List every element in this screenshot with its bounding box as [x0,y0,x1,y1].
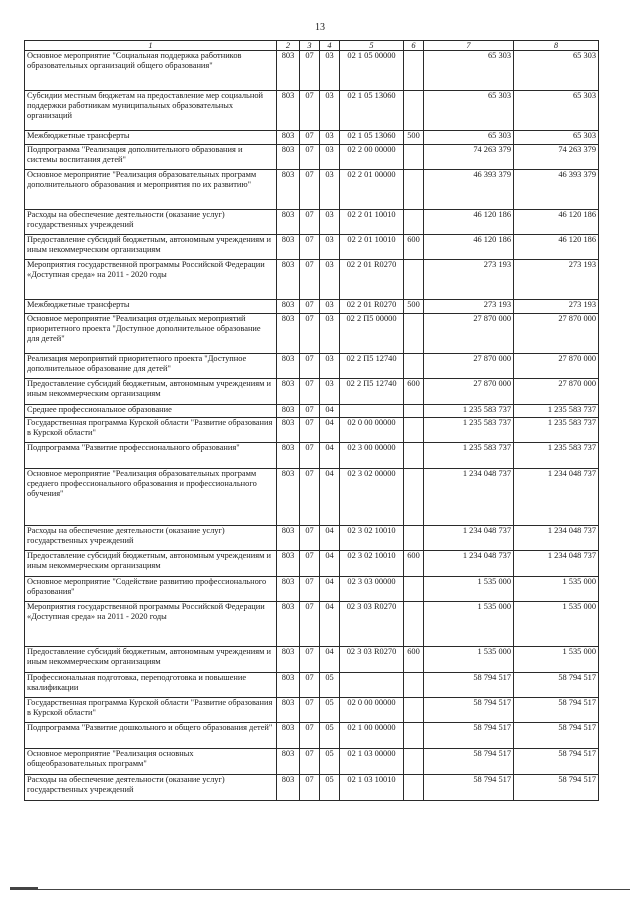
cell-amount-1: 46 393 379 [424,170,514,210]
cell-name: Подпрограмма "Реализация дополнительного образования и системы воспитания детей" [25,145,277,170]
cell-expense-code [404,443,424,469]
cell-target-code: 02 2 01 10010 [340,235,404,260]
cell-expense-code [404,526,424,551]
cell-subsection: 05 [320,723,340,749]
cell-amount-2: 1 234 048 737 [514,526,599,551]
cell-name: Основное мероприятие "Реализация основных общеобразовательных программ" [25,749,277,775]
cell-target-code: 02 2 00 00000 [340,145,404,170]
cell-amount-2: 46 120 186 [514,210,599,235]
cell-subsection: 04 [320,551,340,577]
table-row [25,577,599,602]
cell-name: Государственная программа Курской области "Развитие образования в Курской области" [25,418,277,443]
cell-target-code [340,405,404,418]
cell-name: Подпрограмма "Развитие дошкольного и общего образования детей" [25,723,277,749]
cell-amount-1: 65 303 [424,51,514,91]
header-col-amount-1: 7 [424,41,514,51]
cell-expense-code: 600 [404,551,424,577]
cell-ministry: 803 [277,235,300,260]
table-row [25,469,599,526]
cell-section: 07 [300,300,320,314]
table-row [25,647,599,673]
cell-subsection: 04 [320,443,340,469]
table-row [25,749,599,775]
cell-subsection: 03 [320,235,340,260]
cell-section: 07 [300,91,320,131]
cell-amount-1: 1 234 048 737 [424,551,514,577]
cell-amount-2: 1 234 048 737 [514,551,599,577]
cell-target-code: 02 3 03 R0270 [340,647,404,673]
cell-amount-1: 46 120 186 [424,235,514,260]
cell-name: Основное мероприятие "Реализация образовательных программ среднего профессионального образования и профессионального обучения" [25,469,277,526]
cell-amount-2: 27 870 000 [514,354,599,379]
cell-amount-1: 58 794 517 [424,749,514,775]
cell-section: 07 [300,405,320,418]
cell-amount-2: 65 303 [514,91,599,131]
cell-amount-2: 58 794 517 [514,673,599,698]
cell-amount-2: 1 235 583 737 [514,405,599,418]
cell-amount-1: 58 794 517 [424,723,514,749]
cell-target-code: 02 3 02 10010 [340,551,404,577]
cell-target-code: 02 2 01 R0270 [340,300,404,314]
cell-amount-1: 1 235 583 737 [424,443,514,469]
cell-section: 07 [300,775,320,801]
cell-expense-code [404,91,424,131]
cell-section: 07 [300,673,320,698]
cell-amount-2: 58 794 517 [514,749,599,775]
table-row [25,723,599,749]
cell-subsection: 03 [320,91,340,131]
table-row [25,170,599,210]
cell-section: 07 [300,443,320,469]
cell-ministry: 803 [277,775,300,801]
cell-amount-1: 58 794 517 [424,698,514,723]
cell-amount-2: 273 193 [514,300,599,314]
cell-amount-2: 74 263 379 [514,145,599,170]
cell-amount-1: 58 794 517 [424,673,514,698]
header-col-amount-2: 8 [514,41,599,51]
table-row [25,379,599,405]
cell-subsection: 03 [320,131,340,145]
cell-amount-1: 27 870 000 [424,379,514,405]
cell-name: Расходы на обеспечение деятельности (оказание услуг) государственных учреждений [25,526,277,551]
cell-subsection: 04 [320,526,340,551]
cell-amount-1: 1 234 048 737 [424,469,514,526]
cell-name: Основное мероприятие "Реализация отдельных мероприятий приоритетного проекта "Доступное дополнительное образование для детей" [25,314,277,354]
cell-name: Расходы на обеспечение деятельности (оказание услуг) государственных учреждений [25,775,277,801]
cell-target-code: 02 3 02 10010 [340,526,404,551]
cell-section: 07 [300,698,320,723]
table-row [25,602,599,647]
cell-name: Расходы на обеспечение деятельности (оказание услуг) государственных учреждений [25,210,277,235]
cell-ministry: 803 [277,260,300,300]
page-number: 13 [315,22,325,33]
header-col-ministry: 2 [277,41,300,51]
cell-target-code: 02 2 01 10010 [340,210,404,235]
header-col-subsection: 4 [320,41,340,51]
table-row [25,131,599,145]
cell-name: Мероприятия государственной программы Российской Федерации «Доступная среда» на 2011 - 2020 годы [25,260,277,300]
cell-subsection: 05 [320,698,340,723]
cell-amount-2: 58 794 517 [514,775,599,801]
cell-expense-code [404,405,424,418]
cell-ministry: 803 [277,443,300,469]
table-row [25,260,599,300]
cell-section: 07 [300,647,320,673]
cell-amount-2: 65 303 [514,131,599,145]
cell-name: Межбюджетные трансферты [25,300,277,314]
cell-target-code: 02 1 05 13060 [340,131,404,145]
cell-section: 07 [300,526,320,551]
cell-amount-2: 273 193 [514,260,599,300]
cell-expense-code [404,775,424,801]
cell-amount-1: 273 193 [424,260,514,300]
cell-subsection: 03 [320,379,340,405]
cell-ministry: 803 [277,51,300,91]
cell-amount-2: 1 535 000 [514,577,599,602]
cell-expense-code [404,314,424,354]
cell-ministry: 803 [277,405,300,418]
cell-amount-2: 1 535 000 [514,602,599,647]
cell-section: 07 [300,749,320,775]
cell-subsection: 04 [320,469,340,526]
cell-ministry: 803 [277,673,300,698]
table-row [25,698,599,723]
cell-section: 07 [300,418,320,443]
cell-expense-code [404,602,424,647]
header-col-target: 5 [340,41,404,51]
cell-subsection: 03 [320,260,340,300]
cell-expense-code [404,673,424,698]
cell-section: 07 [300,379,320,405]
cell-subsection: 04 [320,602,340,647]
cell-section: 07 [300,170,320,210]
cell-expense-code: 600 [404,235,424,260]
cell-name: Основное мероприятие "Содействие развитию профессионального образования" [25,577,277,602]
cell-expense-code [404,577,424,602]
cell-subsection: 03 [320,210,340,235]
cell-target-code: 02 3 03 R0270 [340,602,404,647]
cell-target-code: 02 3 02 00000 [340,469,404,526]
cell-ministry: 803 [277,131,300,145]
cell-amount-2: 46 393 379 [514,170,599,210]
cell-target-code: 02 3 03 00000 [340,577,404,602]
cell-section: 07 [300,131,320,145]
cell-expense-code [404,469,424,526]
cell-target-code: 02 2 П5 12740 [340,379,404,405]
cell-name: Мероприятия государственной программы Российской Федерации «Доступная среда» на 2011 - 2020 годы [25,602,277,647]
cell-ministry: 803 [277,300,300,314]
cell-section: 07 [300,210,320,235]
cell-ministry: 803 [277,145,300,170]
cell-expense-code [404,210,424,235]
table-row [25,551,599,577]
cell-expense-code [404,51,424,91]
table-row [25,314,599,354]
table-row [25,235,599,260]
cell-subsection: 04 [320,577,340,602]
cell-subsection: 05 [320,775,340,801]
cell-expense-code: 500 [404,300,424,314]
cell-amount-2: 27 870 000 [514,314,599,354]
cell-target-code: 02 2 П5 12740 [340,354,404,379]
cell-name: Реализация мероприятий приоритетного проекта "Доступное дополнительное образование для детей" [25,354,277,379]
cell-subsection: 03 [320,51,340,91]
cell-name: Предоставление субсидий бюджетным, автономным учреждениям и иным некоммерческим организациям [25,551,277,577]
cell-target-code: 02 2 01 R0270 [340,260,404,300]
cell-name: Предоставление субсидий бюджетным, автономным учреждениям и иным некоммерческим организациям [25,235,277,260]
cell-name: Среднее профессиональное образование [25,405,277,418]
cell-expense-code: 600 [404,379,424,405]
cell-amount-1: 1 535 000 [424,647,514,673]
cell-section: 07 [300,469,320,526]
cell-amount-1: 65 303 [424,131,514,145]
cell-amount-1: 1 535 000 [424,602,514,647]
cell-subsection: 03 [320,354,340,379]
cell-target-code: 02 2 П5 00000 [340,314,404,354]
cell-ministry: 803 [277,647,300,673]
cell-amount-1: 1 235 583 737 [424,405,514,418]
table-row [25,443,599,469]
cell-section: 07 [300,354,320,379]
cell-subsection: 03 [320,170,340,210]
cell-amount-1: 1 234 048 737 [424,526,514,551]
cell-amount-1: 46 120 186 [424,210,514,235]
cell-subsection: 04 [320,647,340,673]
cell-ministry: 803 [277,577,300,602]
cell-target-code: 02 0 00 00000 [340,418,404,443]
cell-expense-code [404,260,424,300]
cell-amount-2: 58 794 517 [514,723,599,749]
header-col-section: 3 [300,41,320,51]
cell-subsection: 04 [320,418,340,443]
cell-target-code: 02 1 00 00000 [340,723,404,749]
cell-name: Основное мероприятие "Социальная поддержка работников образовательных организаций общего образования" [25,51,277,91]
cell-ministry: 803 [277,698,300,723]
cell-amount-2: 1 535 000 [514,647,599,673]
cell-ministry: 803 [277,354,300,379]
cell-name: Профессиональная подготовка, переподготовка и повышение квалификации [25,673,277,698]
cell-ministry: 803 [277,469,300,526]
cell-subsection: 04 [320,405,340,418]
cell-ministry: 803 [277,170,300,210]
table-row [25,405,599,418]
footer-rule [10,889,630,890]
cell-amount-1: 273 193 [424,300,514,314]
header-col-expense: 6 [404,41,424,51]
table-row [25,210,599,235]
cell-ministry: 803 [277,551,300,577]
table-row [25,51,599,91]
cell-amount-1: 65 303 [424,91,514,131]
cell-amount-1: 27 870 000 [424,354,514,379]
cell-target-code: 02 3 00 00000 [340,443,404,469]
cell-ministry: 803 [277,418,300,443]
cell-amount-2: 1 235 583 737 [514,443,599,469]
cell-amount-2: 1 235 583 737 [514,418,599,443]
cell-subsection: 03 [320,145,340,170]
cell-name: Государственная программа Курской области "Развитие образования в Курской области" [25,698,277,723]
cell-amount-1: 58 794 517 [424,775,514,801]
table-row [25,354,599,379]
cell-target-code: 02 1 05 00000 [340,51,404,91]
cell-name: Предоставление субсидий бюджетным, автономным учреждениям и иным некоммерческим организациям [25,647,277,673]
cell-expense-code [404,170,424,210]
cell-name: Подпрограмма "Развитие профессионального образования" [25,443,277,469]
cell-ministry: 803 [277,314,300,354]
cell-subsection: 05 [320,673,340,698]
cell-amount-1: 1 535 000 [424,577,514,602]
cell-ministry: 803 [277,91,300,131]
table-row [25,91,599,131]
table-row [25,418,599,443]
header-row [25,41,599,51]
cell-target-code: 02 2 01 00000 [340,170,404,210]
budget-table [24,40,599,801]
cell-target-code [340,673,404,698]
cell-name: Предоставление субсидий бюджетным, автономным учреждениям и иным некоммерческим организациям [25,379,277,405]
cell-amount-2: 58 794 517 [514,698,599,723]
cell-name: Основное мероприятие "Реализация образовательных программ дополнительного образования и мероприятия по их развитию" [25,170,277,210]
cell-ministry: 803 [277,379,300,405]
table-body [25,51,599,801]
cell-target-code: 02 1 03 10010 [340,775,404,801]
cell-amount-1: 74 263 379 [424,145,514,170]
cell-expense-code [404,723,424,749]
cell-section: 07 [300,314,320,354]
table-row [25,673,599,698]
cell-section: 07 [300,235,320,260]
table-row [25,145,599,170]
cell-section: 07 [300,577,320,602]
cell-amount-1: 1 235 583 737 [424,418,514,443]
cell-subsection: 03 [320,300,340,314]
cell-amount-2: 46 120 186 [514,235,599,260]
cell-section: 07 [300,723,320,749]
cell-subsection: 03 [320,314,340,354]
cell-section: 07 [300,602,320,647]
cell-expense-code [404,418,424,443]
cell-amount-2: 1 234 048 737 [514,469,599,526]
cell-amount-2: 65 303 [514,51,599,91]
cell-amount-2: 27 870 000 [514,379,599,405]
cell-target-code: 02 0 00 00000 [340,698,404,723]
cell-ministry: 803 [277,602,300,647]
cell-ministry: 803 [277,749,300,775]
cell-name: Межбюджетные трансферты [25,131,277,145]
cell-expense-code: 600 [404,647,424,673]
cell-ministry: 803 [277,526,300,551]
cell-name: Субсидии местным бюджетам на предоставление мер социальной поддержки работникам муниципальных образовательных организаций [25,91,277,131]
table-row [25,300,599,314]
cell-target-code: 02 1 03 00000 [340,749,404,775]
cell-expense-code [404,698,424,723]
cell-expense-code [404,749,424,775]
cell-ministry: 803 [277,210,300,235]
cell-expense-code [404,354,424,379]
cell-ministry: 803 [277,723,300,749]
cell-subsection: 05 [320,749,340,775]
cell-amount-1: 27 870 000 [424,314,514,354]
cell-section: 07 [300,551,320,577]
cell-section: 07 [300,260,320,300]
cell-expense-code: 500 [404,131,424,145]
header-col-name: 1 [25,41,277,51]
cell-expense-code [404,145,424,170]
cell-target-code: 02 1 05 13060 [340,91,404,131]
cell-section: 07 [300,51,320,91]
cell-section: 07 [300,145,320,170]
table-row [25,526,599,551]
table-row [25,775,599,801]
